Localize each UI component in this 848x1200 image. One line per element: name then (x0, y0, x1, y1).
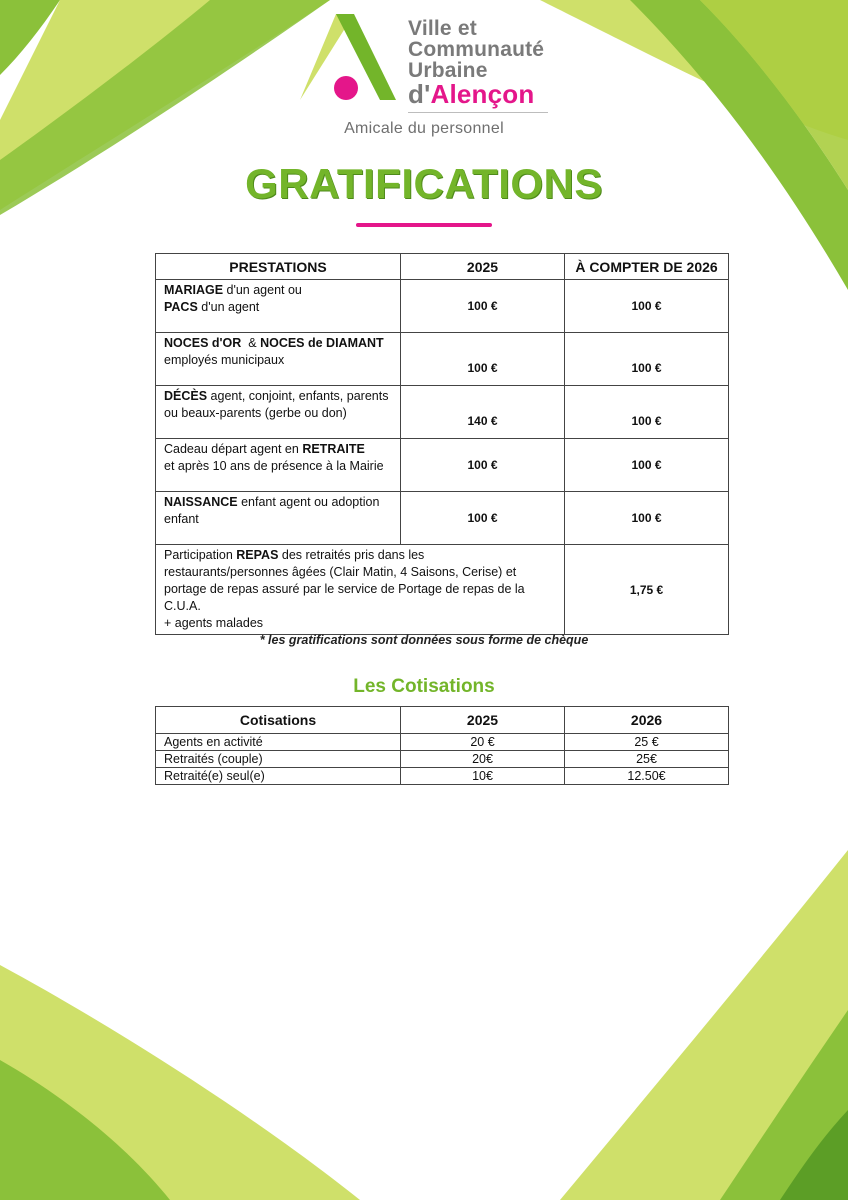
prestation-text: Participation (164, 548, 237, 562)
logo-line-2: Communauté (408, 38, 545, 61)
value-2025: 10€ (401, 768, 565, 785)
cotisation-label: Retraité(e) seul(e) (156, 768, 401, 785)
value-2025: 100 € (401, 492, 565, 545)
table-row (156, 545, 729, 635)
prestation-cell (156, 439, 401, 492)
prestation-keyword: REPAS (236, 548, 279, 562)
prestation-cell (156, 333, 401, 386)
prestation-text: et après 10 ans de présence à la Mairie (164, 459, 384, 473)
prestation-text: agent, conjoint, enfants, parents (207, 389, 389, 403)
prestation-text: d'un agent ou (223, 283, 302, 297)
table-row (156, 386, 729, 439)
logo (296, 8, 556, 108)
prestation-keyword: NOCES de DIAMANT (260, 336, 384, 350)
prestation-keyword: RETRAITE (302, 442, 365, 456)
prestation-text: enfant (164, 512, 199, 526)
cotisation-label: Agents en activité (156, 734, 401, 751)
footnote: * les gratifications sont données sous forme de chèque (259, 633, 589, 647)
prestation-cell (156, 545, 565, 635)
prestation-cell (156, 386, 401, 439)
prestation-text: des retraités pris dans les (278, 548, 425, 562)
value-2025: 100 € (401, 439, 565, 492)
value-2025: 20€ (401, 751, 565, 768)
table-row (156, 768, 729, 785)
prestation-keyword: NAISSANCE (164, 495, 238, 509)
subtitle: Amicale du personnel (344, 120, 504, 137)
value-2026: 100 € (565, 333, 729, 386)
value-2026: 100 € (565, 492, 729, 545)
table-row (156, 492, 729, 545)
prestation-text: enfant agent ou adoption (237, 495, 380, 509)
table-row (156, 439, 729, 492)
prestation-text: portage de repas assuré par le service de Portage de repas de la (164, 582, 525, 596)
gratifications-table (155, 253, 729, 635)
prestation-keyword: MARIAGE (164, 283, 224, 297)
table-header-row (156, 254, 729, 280)
value-2026: 100 € (565, 386, 729, 439)
prestation-text: Cadeau départ agent en (164, 442, 303, 456)
table-row (156, 280, 729, 333)
header-2025: 2025 (401, 254, 565, 280)
prestation-keyword: PACS (164, 300, 198, 314)
value-2026: 100 € (565, 439, 729, 492)
header-2026: 2026 (565, 707, 729, 734)
cotisation-label: Retraités (couple) (156, 751, 401, 768)
prestation-text: restaurants/personnes âgées (Clair Matin, 4 Saisons, Cerise) et (164, 565, 517, 579)
cotisations-table (155, 706, 729, 785)
value-2026: 1,75 € (565, 545, 729, 635)
value-2025: 20 € (401, 734, 565, 751)
header-2026: À COMPTER DE 2026 (565, 254, 729, 280)
prestation-text: + agents malades (164, 616, 264, 630)
logo-line-4 (408, 81, 534, 107)
prestation-text: C.U.A. (164, 599, 201, 613)
section-title-cotisations: Les Cotisations (353, 676, 495, 697)
logo-underline (408, 112, 548, 113)
logo-mark-icon (296, 8, 406, 108)
logo-line-1: Ville et (408, 17, 477, 40)
table-row (156, 333, 729, 386)
value-2026: 12.50€ (565, 768, 729, 785)
prestation-text: ou beaux-parents (gerbe ou don) (164, 406, 347, 420)
value-2026: 25€ (565, 751, 729, 768)
table-row (156, 734, 729, 751)
table-row (156, 751, 729, 768)
value-2026: 25 € (565, 734, 729, 751)
header-cotisations: Cotisations (156, 707, 401, 734)
prestation-keyword: NOCES d'OR (164, 336, 242, 350)
table-header-row (156, 707, 729, 734)
value-2025: 100 € (401, 333, 565, 386)
title-divider (356, 223, 492, 227)
page-title: GRATIFICATIONS (245, 160, 603, 207)
prestation-text: d'un agent (197, 300, 260, 314)
logo-line-4-accent: Alençon (430, 79, 535, 109)
prestation-cell (156, 492, 401, 545)
prestation-cell (156, 280, 401, 333)
logo-line-4-prefix: d' (408, 79, 431, 109)
logo-line-3: Urbaine (408, 59, 488, 82)
value-2026: 100 € (565, 280, 729, 333)
header-prestations: PRESTATIONS (156, 254, 401, 280)
value-2025: 140 € (401, 386, 565, 439)
prestation-keyword: DÉCÈS (164, 389, 208, 403)
prestation-text: & (241, 336, 261, 350)
header-2025: 2025 (401, 707, 565, 734)
prestation-text: employés municipaux (164, 353, 285, 367)
value-2025: 100 € (401, 280, 565, 333)
